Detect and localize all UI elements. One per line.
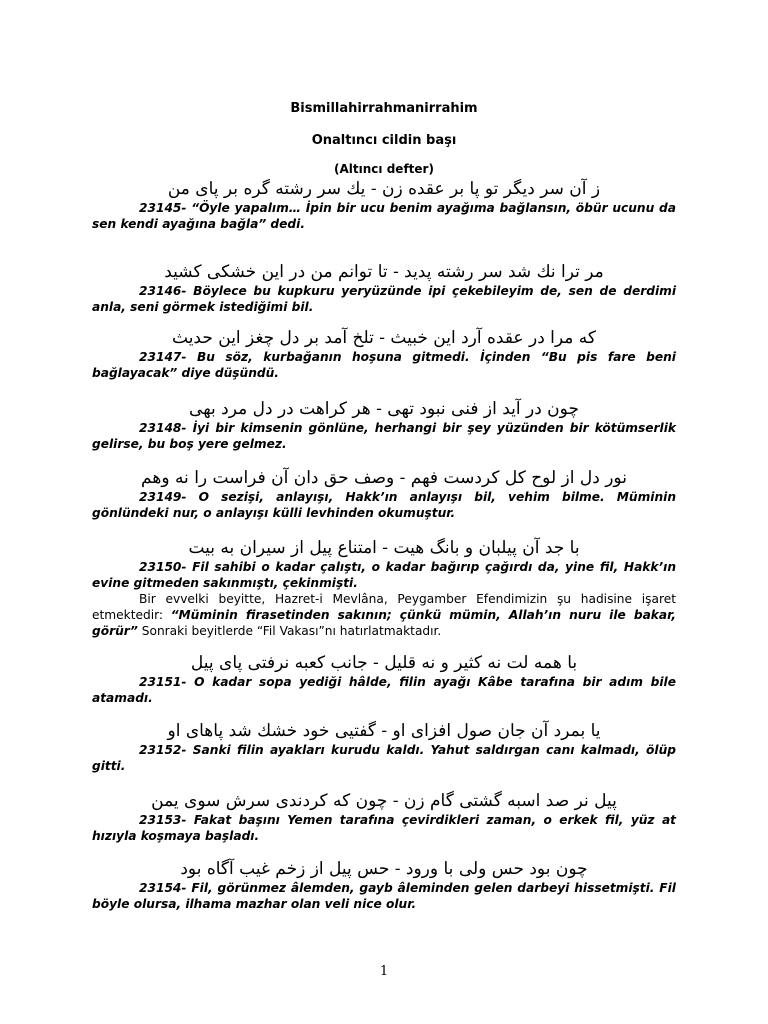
basmala-heading: Bismillahirrahmanirrahim: [290, 101, 478, 116]
persian-couplet: یا بمرد آن جان صول افزای او - گفتیی خود خشك شد پاهای او: [167, 721, 601, 741]
verse-block: [92, 398, 676, 452]
volume-title: Onaltıncı cildin başı: [311, 133, 457, 148]
verse-translation: [92, 674, 676, 706]
verse-translation: [92, 283, 676, 315]
note-intro: Bir evvelki beyitte, Hazret-i Mevlâna, Peygamber Efendimizin şu hadisine işaret etmektedir:: [92, 592, 676, 622]
translation-text: 23147- Bu söz, kurbağanın hoşuna gitmedi. İçinden “Bu pis fare beni bağlayacak” diye düşündü.: [92, 350, 676, 380]
verse-block: [92, 261, 676, 315]
hadith-quote: “Müminin firasetinden sakının; çünkü mümin, Allah’ın nuru ile bakar, görür”: [92, 608, 676, 638]
persian-couplet: ز آن سر دیگر تو پا بر عقده زن - یك سر رشته گره بر پای من: [167, 179, 601, 199]
persian-couplet: پیل نر صد اسبه گشتی گام زن - چون كه كردندی سرش سوی یمن: [151, 791, 617, 811]
verse-block: [92, 467, 676, 521]
verse-translation: [92, 812, 676, 844]
translation-text: 23152- Sanki filin ayakları kurudu kaldı. Yahut saldırgan canı kalmadı, ölüp gitti.: [92, 743, 676, 773]
verse-block: [92, 652, 676, 706]
explanatory-note: [92, 591, 676, 639]
page-number: 1: [379, 964, 389, 979]
persian-couplet: با جد آن پیلبان و بانگ هیت - امتناع پیل از سیران به بیت: [188, 538, 580, 558]
persian-couplet: چون بود حس ولی با ورود - حس پیل از زخم غیب آگاه بود: [180, 859, 588, 879]
book-note: (Altıncı defter): [334, 162, 434, 176]
translation-text: 23145- “Öyle yapalım… İpin bir ucu benim ayağıma bağlansın, öbür ucunu da sen kendi ayağına bağla” dedi.: [92, 201, 676, 231]
persian-couplet: نور دل از لوح كل كردست فهم - وصف حق دان آن فراست را نه وهم: [141, 468, 627, 488]
verse-block: [92, 858, 676, 912]
persian-couplet: مر ترا نك شد سر رشته پدید - تا توانم من در این خشكی كشید: [164, 262, 604, 282]
persian-couplet: چون در آید از فنی نبود تهی - هر كراهت در دل مرد بهی: [189, 399, 579, 419]
verse-translation: [92, 489, 676, 521]
translation-text: 23148- İyi bir kimsenin gönlüne, herhangi bir şey yüzünden bir kötümserlik gelirse, bu boş yere gelmez.: [92, 421, 676, 451]
translation-text: 23146- Böylece bu kupkuru yeryüzünde ipi çekebileyim de, sen de derdimi anla, seni görmek istediğimi bil.: [92, 284, 676, 314]
verse-translation: [92, 420, 676, 452]
persian-couplet: با همه لت نه كثیر و نه قلیل - جانب كعبه نرفتی پای پیل: [190, 653, 578, 673]
verse-translation: [92, 200, 676, 232]
translation-text: 23149- O sezişi, anlayışı, Hakk’ın anlayışı bil, vehim bilme. Müminin gönlündeki nur, o anlayışı külli levhinden okumuştur.: [92, 490, 676, 520]
verse-translation: [92, 880, 676, 912]
verse-block: [92, 790, 676, 844]
translation-text: 23151- O kadar sopa yediği hâlde, filin ayağı Kâbe tarafına bir adım bile atamadı.: [92, 675, 676, 705]
verse-block: [92, 327, 676, 381]
verse-block: [92, 178, 676, 232]
verse-translation: [92, 742, 676, 774]
verse-translation: [92, 349, 676, 381]
verse-block: [92, 720, 676, 774]
translation-text: 23153- Fakat başını Yemen tarafına çevirdikleri zaman, o erkek fil, yüz at hızıyla koşmaya başladı.: [92, 813, 676, 843]
translation-text: 23150- Fil sahibi o kadar çalıştı, o kadar bağırıp çağırdı da, yine fil, Hakk’ın evine gitmeden sakınmıştı, çekinmişti.: [92, 560, 676, 590]
translation-text: 23154- Fil, görünmez âlemden, gayb âleminden gelen darbeyi hissetmişti. Fil böyle olursa, ilhama mazhar olan veli nice olur.: [92, 881, 676, 911]
persian-couplet: كه مرا در عقده آرد این خبیث - تلخ آمد بر دل چغز این حدیث: [172, 328, 596, 348]
note-outro: Sonraki beyitlerde “Fil Vakası”nı hatırlatmaktadır.: [137, 624, 442, 638]
verse-block: [92, 537, 676, 591]
verse-translation: [92, 559, 676, 591]
